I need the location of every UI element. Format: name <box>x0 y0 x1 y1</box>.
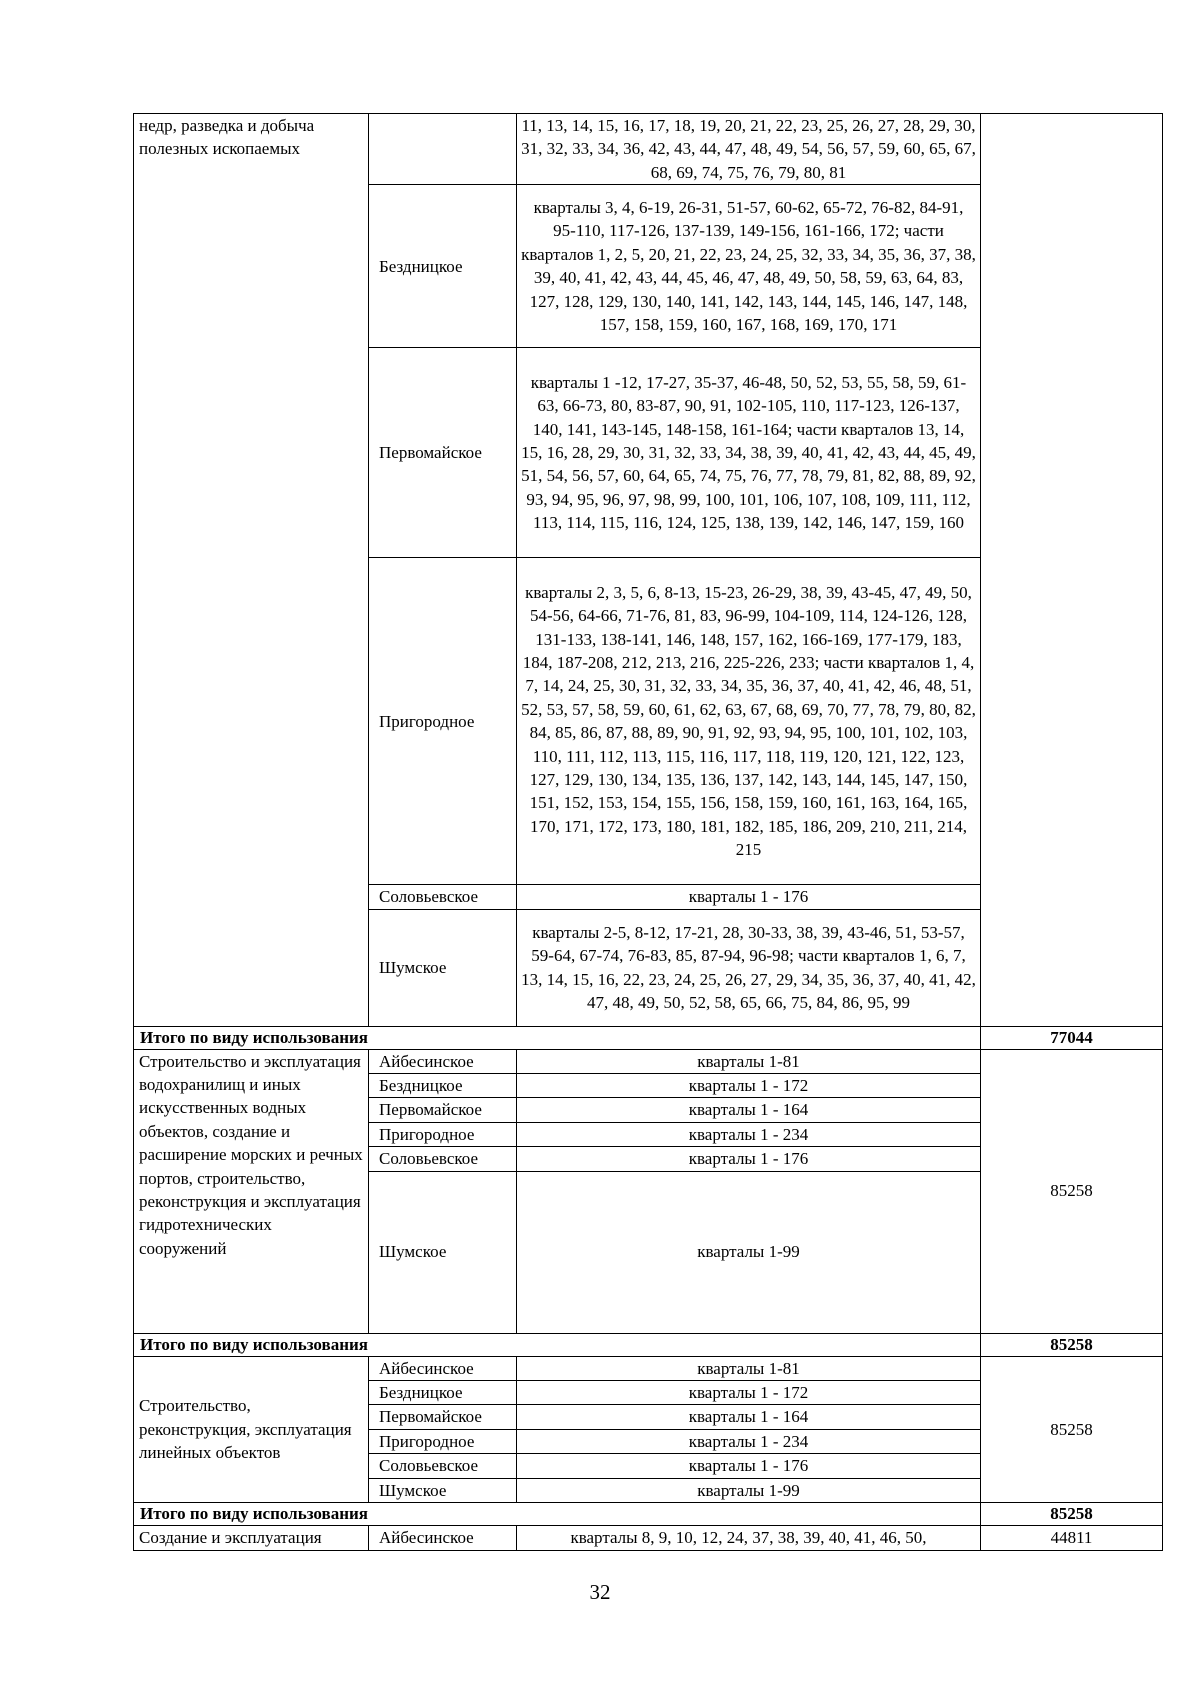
use-type-cell: Строительство, реконструкция, эксплуатация линейных объектов <box>134 1356 369 1502</box>
area-value: 44811 <box>981 1526 1163 1550</box>
quarters-list: 11, 13, 14, 15, 16, 17, 18, 19, 20, 21, 22, 23, 25, 26, 27, 28, 29, 30, 31, 32, 33, 34, 36, 42, 43, 44, 47, 48, 49, 54, 56, 57, 59, 60, 65, 67, 68, 69, 74, 75, 76, 79, 80, 81 <box>517 114 981 185</box>
forestry-name: Айбесинское <box>369 1049 517 1073</box>
quarters-list: кварталы 3, 4, 6-19, 26-31, 51-57, 60-62, 65-72, 76-82, 84-91, 95-110, 117-126, 137-139, 149-156, 161-166, 172; части кварталов 1, 2, 5, 20, 21, 22, 23, 24, 25, 32, 33, 34, 35, 36, 37, 38, 39, 40, 41, 42, 43, 44, 45, 46, 47, 48, 49, 50, 58, 59, 63, 64, 83, 127, 128, 129, 130, 140, 141, 142, 143, 144, 145, 146, 147, 148, 157, 158, 159, 160, 167, 168, 169, 170, 171 <box>517 185 981 348</box>
quarters-list: кварталы 1-81 <box>517 1356 981 1380</box>
quarters-list: кварталы 1 - 234 <box>517 1429 981 1453</box>
quarters-list: кварталы 2, 3, 5, 6, 8-13, 15-23, 26-29, 38, 39, 43-45, 47, 49, 50, 54-56, 64-66, 71-76, 81, 83, 96-99, 104-109, 114, 124-126, 128, 131-133, 138-141, 146, 148, 157, 162, 166-169, 177-179, 183, 184, 187-208, 212, 213, 216, 225-226, 233; части кварталов 1, 4, 7, 14, 24, 25, 30, 31, 32, 33, 34, 35, 36, 37, 40, 41, 42, 46, 48, 51, 52, 53, 57, 58, 59, 60, 61, 62, 63, 67, 68, 69, 70, 77, 78, 79, 80, 82, 84, 85, 86, 87, 88, 89, 90, 91, 92, 93, 94, 95, 100, 101, 102, 103, 110, 111, 112, 113, 115, 116, 117, 118, 119, 120, 121, 122, 123, 127, 129, 130, 134, 135, 136, 137, 142, 143, 144, 145, 147, 150, 151, 152, 153, 154, 155, 156, 158, 159, 160, 161, 163, 164, 165, 170, 171, 172, 173, 180, 181, 182, 185, 186, 209, 210, 211, 214, 215 <box>517 558 981 885</box>
total-label: Итого по виду использования <box>134 1026 981 1049</box>
total-label: Итого по виду использования <box>134 1503 981 1526</box>
forestry-name: Шумское <box>369 1171 517 1333</box>
total-label: Итого по виду использования <box>134 1333 981 1356</box>
quarters-list: кварталы 1 - 164 <box>517 1098 981 1122</box>
forestry-name <box>369 114 517 185</box>
area-value: 85258 <box>981 1356 1163 1502</box>
quarters-list: кварталы 1 - 234 <box>517 1122 981 1146</box>
forestry-name: Пригородное <box>369 1429 517 1453</box>
area-cell <box>981 114 1163 1027</box>
quarters-list: кварталы 1 - 176 <box>517 885 981 909</box>
forestry-name: Бездницкое <box>369 185 517 348</box>
quarters-list: кварталы 1-81 <box>517 1049 981 1073</box>
forestry-name: Первомайское <box>369 1405 517 1429</box>
forestry-name: Соловьевское <box>369 885 517 909</box>
forestry-name: Соловьевское <box>369 1454 517 1478</box>
area-value: 85258 <box>981 1049 1163 1333</box>
forestry-name: Шумское <box>369 909 517 1026</box>
total-value: 85258 <box>981 1333 1163 1356</box>
quarters-list: кварталы 1 - 172 <box>517 1074 981 1098</box>
forestry-name: Шумское <box>369 1478 517 1502</box>
quarters-list: кварталы 1-99 <box>517 1478 981 1502</box>
quarters-list: кварталы 1 - 172 <box>517 1381 981 1405</box>
quarters-list: кварталы 2-5, 8-12, 17-21, 28, 30-33, 38, 39, 43-46, 51, 53-57, 59-64, 67-74, 76-83, 85, 87-94, 96-98; части кварталов 1, 6, 7, 13, 14, 15, 16, 22, 23, 24, 25, 26, 27, 29, 34, 35, 36, 37, 40, 41, 42, 47, 48, 49, 50, 52, 58, 65, 66, 75, 84, 86, 95, 99 <box>517 909 981 1026</box>
forestry-name: Айбесинское <box>369 1356 517 1380</box>
forestry-name: Бездницкое <box>369 1381 517 1405</box>
use-type-cell: Создание и эксплуатация <box>134 1526 369 1550</box>
use-type-cell: недр, разведка и добыча полезных ископаемых <box>134 114 369 1027</box>
forest-use-table <box>133 113 1163 1551</box>
forestry-name: Айбесинское <box>369 1526 517 1550</box>
use-type-cell: Строительство и эксплуатация водохранилищ и иных искусственных водных объектов, создание и расширение морских и речных портов, строительство, реконструкция и эксплуатация гидротехнических сооружений <box>134 1049 369 1333</box>
forestry-name: Бездницкое <box>369 1074 517 1098</box>
quarters-list: кварталы 1 - 176 <box>517 1454 981 1478</box>
total-value: 85258 <box>981 1503 1163 1526</box>
forestry-name: Первомайское <box>369 1098 517 1122</box>
quarters-list: кварталы 1-99 <box>517 1171 981 1333</box>
page-number: 32 <box>589 1580 611 1604</box>
forestry-name: Первомайское <box>369 348 517 558</box>
forestry-name: Пригородное <box>369 1122 517 1146</box>
quarters-list: кварталы 1 - 164 <box>517 1405 981 1429</box>
forestry-name: Соловьевское <box>369 1147 517 1171</box>
forestry-name: Пригородное <box>369 558 517 885</box>
quarters-list: кварталы 1 -12, 17-27, 35-37, 46-48, 50, 52, 53, 55, 58, 59, 61-63, 66-73, 80, 83-87, 90, 91, 102-105, 110, 117-123, 126-137, 140, 141, 143-145, 148-158, 161-164; части кварталов 13, 14, 15, 16, 28, 29, 30, 31, 32, 33, 34, 38, 39, 40, 41, 42, 43, 44, 45, 49, 51, 54, 56, 57, 60, 64, 65, 74, 75, 76, 77, 78, 79, 81, 82, 88, 89, 92, 93, 94, 95, 96, 97, 98, 99, 100, 101, 106, 107, 108, 109, 111, 112, 113, 114, 115, 116, 124, 125, 138, 139, 142, 146, 147, 159, 160 <box>517 348 981 558</box>
quarters-list: кварталы 1 - 176 <box>517 1147 981 1171</box>
quarters-list: кварталы 8, 9, 10, 12, 24, 37, 38, 39, 40, 41, 46, 50, <box>517 1526 981 1550</box>
total-value: 77044 <box>981 1026 1163 1049</box>
